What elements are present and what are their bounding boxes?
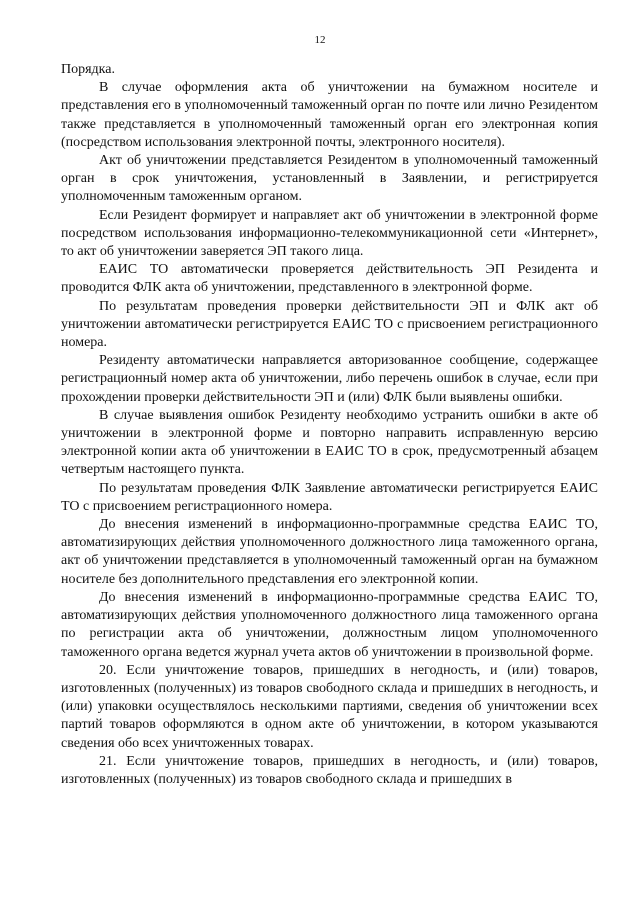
paragraph-electronic-signature: Если Резидент формирует и направляет акт об уничтожении в электронной форме посредством использования информационно-телекоммуникационной сети «Интернет», то акт об уничтожении заверяется ЭП такого лица. <box>61 207 598 260</box>
paragraph-authorized-message: Резиденту автоматически направляется авторизованное сообщение, содержащее регистрационный номер акта об уничтожении, либо перечень ошибок в случае, если при прохождении проверки действительности ЭП и (или) ФЛК были выявлены ошибки. <box>61 353 598 405</box>
page-number: 12 <box>314 34 326 46</box>
paragraph-continuation: Порядка. <box>61 62 115 77</box>
paragraph-auto-registration: По результатам проведения проверки действительности ЭП и ФЛК акт об уничтожении автоматически регистрируется ЕАИС ТО с присвоением регистрационного номера. <box>61 298 598 351</box>
paragraph-item-21: 21. Если уничтожение товаров, пришедших в негодность, и (или) товаров, изготовленных (полученных) из товаров свободного склада и пришедших в <box>61 753 598 787</box>
paragraph-flk-registration: По результатам проведения ФЛК Заявление автоматически регистрируется ЕАИС ТО с присвоением регистрационного номера. <box>61 480 598 514</box>
paragraph-act-submission-deadline: Акт об уничтожении представляется Резидентом в уполномоченный таможенный орган в срок уничтожения, установленный в Заявлении, и регистрируется уполномоченным таможенным органом. <box>61 153 598 205</box>
paragraph-paper-submission: До внесения изменений в информационно-программные средства ЕАИС ТО, автоматизирующих действия уполномоченного должностного лица таможенного органа, акт об уничтожении представляется в уполномоченный таможенный орган на бумажном носителе без дополнительного представления его электронной копии. <box>61 517 598 587</box>
paragraph-error-correction: В случае выявления ошибок Резиденту необходимо устранить ошибки в акте об уничтожении в электронной форме и повторно направить исправленную версию электронной копии акта об уничтожении в ЕАИС ТО в срок, предусмотренный абзацем четвертым настоящего пункта. <box>61 407 598 478</box>
document-body <box>61 61 598 789</box>
paragraph-eais-check: ЕАИС ТО автоматически проверяется действительность ЭП Резидента и проводится ФЛК акта об уничтожении, представленного в электронной форме. <box>61 262 598 296</box>
paragraph-journal-registration: До внесения изменений в информационно-программные средства ЕАИС ТО, автоматизирующих действия уполномоченного должностного лица таможенного органа по регистрации акта об уничтожении, должностным лицом уполномоченного таможенного органа ведется журнал учета актов об уничтожении в произвольной форме. <box>61 589 598 660</box>
paragraph-item-20: 20. Если уничтожение товаров, пришедших в негодность, и (или) товаров, изготовленных (полученных) из товаров свободного склада и пришедших в негодность, и (или) упаковки осуществлялось несколькими партиями, сведения об уничтожении всех партий товаров оформляются в одном акте об уничтожении, в котором указываются сведения обо всех уничтоженных товарах. <box>61 662 598 751</box>
paragraph-paper-act-electronic-copy: В случае оформления акта об уничтожении на бумажном носителе и представления его в уполномоченный таможенный орган по почте или лично Резидентом также представляется в уполномоченный таможенный орган его электронная копия (посредством использования электронной почты, электронного носителя). <box>61 80 598 150</box>
